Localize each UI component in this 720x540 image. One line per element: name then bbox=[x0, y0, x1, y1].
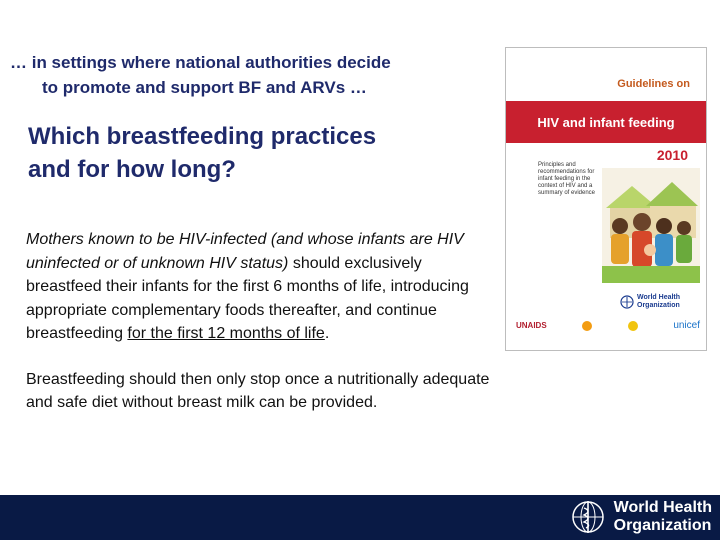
partner-logo-icon bbox=[628, 321, 638, 331]
partner-logo-icon bbox=[582, 321, 592, 331]
cover-year: 2010 bbox=[656, 147, 688, 163]
context-text bbox=[10, 50, 490, 100]
guidelines-cover-image bbox=[505, 47, 707, 351]
heading-line-1: Which breastfeeding practices bbox=[28, 123, 377, 150]
slide-heading bbox=[28, 120, 488, 186]
cover-subtitle: Principles and recommendations for infant feeding in the context of HIV and a summary of evidence bbox=[538, 162, 596, 196]
who-footer-logo bbox=[568, 498, 712, 536]
footer-org-line-1: World Health bbox=[613, 499, 712, 516]
cover-top-label: Guidelines on bbox=[617, 78, 690, 90]
context-line-2: to promote and support BF and ARVs … bbox=[42, 78, 367, 97]
cover-family-illustration bbox=[602, 168, 700, 283]
paragraph-stop: Breastfeeding should then only stop once a nutritionally adequate and safe diet without breast milk can be provided. bbox=[26, 370, 490, 411]
cover-who-line-1: World Health bbox=[637, 294, 681, 301]
body-text bbox=[26, 228, 494, 415]
who-emblem-icon bbox=[568, 498, 608, 536]
unicef-logo: unicef bbox=[673, 320, 700, 331]
context-line-1: … in settings where national authorities decide bbox=[10, 53, 391, 72]
cover-title-band: HIV and infant feeding bbox=[506, 101, 706, 143]
cover-partner-logos bbox=[516, 320, 700, 331]
unaids-logo: UNAIDS bbox=[516, 321, 547, 330]
paragraph-plain: should exclusively breastfeed their infants for the first 6 months of life, introducing appropriate complementary foods thereafter, and continue breastfeeding bbox=[26, 254, 469, 342]
cover-who-logo bbox=[620, 294, 680, 310]
paragraph-underlined: for the first 12 months of life bbox=[127, 325, 325, 342]
paragraph-end: . bbox=[324, 325, 330, 342]
footer-bar bbox=[0, 495, 720, 540]
cover-who-line-2: Organization bbox=[637, 302, 680, 309]
heading-line-2: and for how long? bbox=[28, 156, 236, 183]
who-emblem-icon bbox=[620, 295, 634, 309]
paragraph-italic: Mothers known to be HIV-infected (and whose infants are HIV uninfected or of unknown HIV status) bbox=[26, 231, 464, 272]
footer-org-line-2: Organization bbox=[613, 517, 712, 534]
paragraph-recommendation bbox=[26, 228, 494, 346]
